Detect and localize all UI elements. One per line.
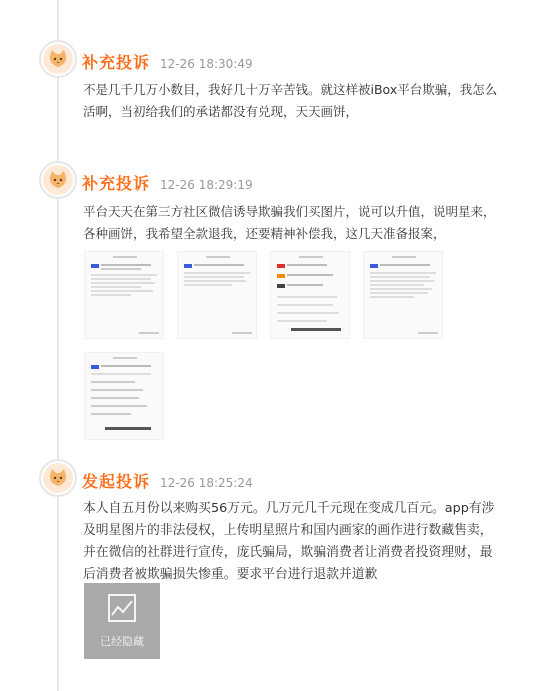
attachment-grid <box>84 251 504 440</box>
avatar <box>39 459 77 497</box>
entry-text: 平台天天在第三方社区微信诱导欺骗我们买图片，说可以升值，说明星来，各种画饼，我希望全款退我，还要精神补偿我，这几天准备报案， <box>83 204 496 241</box>
entry-text: 不是几千几万小数目，我好几十万辛苦钱。就这样被iBox平台欺骗，我怎么活啊，当初给我们的承诺都没有兑现，天天画饼， <box>83 82 498 119</box>
hidden-attachment[interactable] <box>84 583 160 659</box>
avatar <box>39 161 77 199</box>
cat-avatar-icon <box>43 165 73 195</box>
entry-timestamp: 12-26 18:25:24 <box>160 476 253 490</box>
entry-type-label: 补充投诉 <box>82 174 151 193</box>
entry-timestamp: 12-26 18:30:49 <box>160 57 253 71</box>
cat-avatar-icon <box>43 463 73 493</box>
screenshot-thumbnail[interactable] <box>270 251 350 339</box>
entry-type-label: 补充投诉 <box>82 53 151 72</box>
screenshot-thumbnail[interactable] <box>84 352 164 440</box>
screenshot-thumbnail[interactable] <box>84 251 164 339</box>
entry-timestamp: 12-26 18:29:19 <box>160 178 253 192</box>
image-icon <box>107 593 137 627</box>
cat-avatar-icon <box>43 44 73 74</box>
screenshot-thumbnail[interactable] <box>363 251 443 339</box>
entry-text: 本人自五月份以来购买56万元。几万元几千元现在变成几百元。app有涉及明星图片的非法侵权，上传明星照片和国内画家的画作进行数藏售卖，并在微信的社群进行宣传，庞氏骗局，欺骗消费者让消费者投资理财，最后消费者被欺骗损失惨重。要求平台进行退款并道歉 <box>83 501 495 582</box>
screenshot-thumbnail[interactable] <box>177 251 257 339</box>
hidden-attachment-label: 已经隐藏 <box>100 635 144 648</box>
timeline-line <box>57 0 59 691</box>
entry-type-label: 发起投诉 <box>82 472 151 491</box>
avatar <box>39 40 77 78</box>
